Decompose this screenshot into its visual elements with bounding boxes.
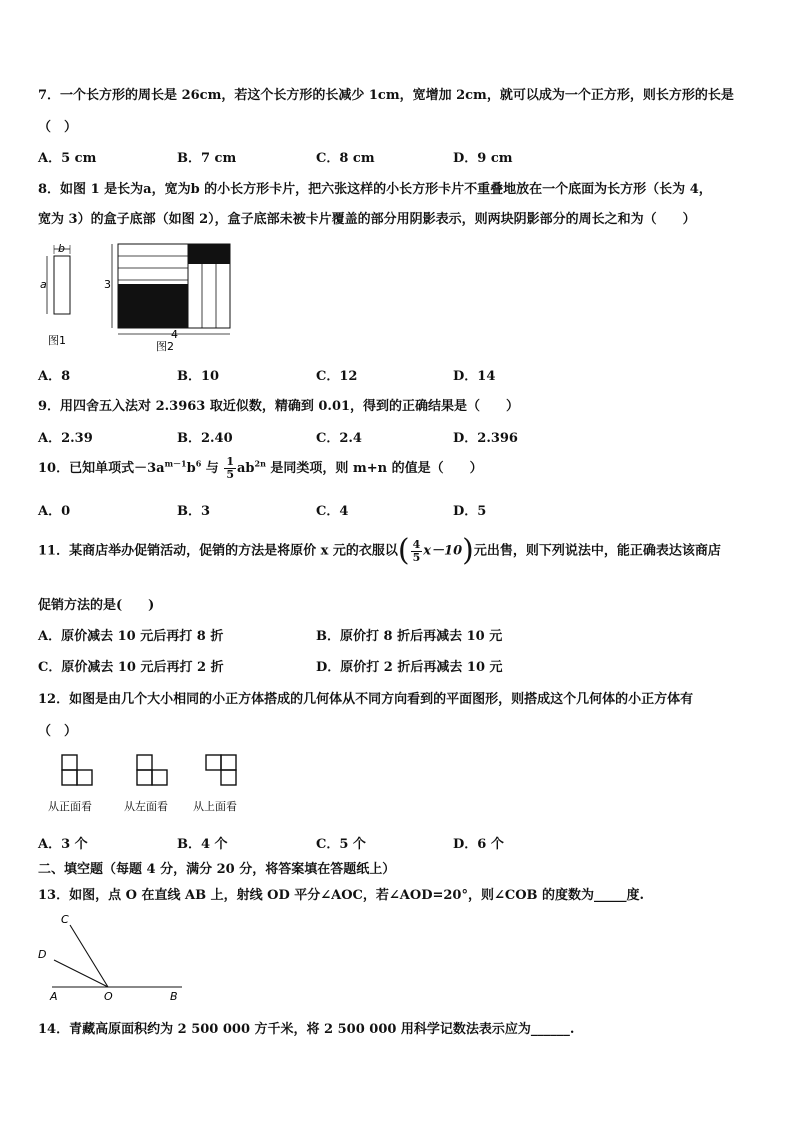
q7-option-c: C．8 cm <box>316 151 375 166</box>
q11-option-a: A．原价减去 10 元后再打 8 折 <box>38 629 224 644</box>
q12-left-label: 从左面看 <box>124 800 168 813</box>
q12-option-c: C．5 个 <box>316 837 366 852</box>
q11-right-paren: ) <box>462 533 474 568</box>
q12-views <box>40 748 260 820</box>
q10-option-b: B．3 <box>177 504 211 519</box>
q9-option-c: C．2.4 <box>316 431 362 446</box>
q11-prefix: 11．某商店举办促销活动，促销的方法是将原价 x 元的衣服以 <box>38 543 398 559</box>
q11-fraction <box>411 539 423 564</box>
q7-option-b: B．7 cm <box>177 151 237 166</box>
q10-fraction <box>224 456 236 481</box>
q10-ab: ab <box>236 461 255 476</box>
q7-option-a: A．5 cm <box>38 151 97 166</box>
q10-suffix: 是同类项，则 m+n 的值是（ ） <box>265 461 483 476</box>
q9-option-d: D．2.396 <box>453 431 518 446</box>
q13-figure <box>36 908 186 1004</box>
q11-frac-num: 4 <box>412 537 421 551</box>
q12-option-b: B．4 个 <box>177 837 228 852</box>
q10-frac-num: 1 <box>226 455 234 468</box>
q8-stem-line2: 宽为 3）的盒子底部（如图 2），盒子底部未被卡片覆盖的部分用阴影表示，则两块阴影部分的周长之和为（ ） <box>38 212 696 227</box>
q13-label-a: A <box>50 990 58 1003</box>
q13-label-o: O <box>104 990 113 1003</box>
q12-option-a: A．3 个 <box>38 837 88 852</box>
q12-left-view <box>137 755 167 785</box>
q7-stem: 7．一个长方形的周长是 26cm，若这个长方形的长减少 1cm，宽增加 2cm，就可以成为一个正方形，则长方形的长是 <box>38 88 734 103</box>
q8-stem-line1: 8．如图 1 是长为a，宽为b 的小长方形卡片，把六张这样的小长方形卡片不重叠地放在一个底面为长方形（长为 4， <box>38 182 712 197</box>
q13-stem: 13．如图，点 O 在直线 AB 上，射线 OD 平分∠AOC，若∠AOD=20°，则∠COB 的度数为_____度. <box>38 888 645 903</box>
q11-option-d: D．原价打 2 折后再减去 10 元 <box>316 660 503 675</box>
q10-b: b <box>186 461 196 476</box>
fig1-a-label: a <box>40 278 47 291</box>
q11-frac-den: 5 <box>412 550 421 564</box>
q14-stem: 14．青藏高原面积约为 2 500 000 方千米，将 2 500 000 用科学记数法表示应为______. <box>38 1022 575 1037</box>
q10-stem <box>38 456 483 481</box>
q7-option-d: D．9 cm <box>453 151 513 166</box>
q9-option-a: A．2.39 <box>38 431 93 446</box>
q7-paren: （ ） <box>38 120 78 135</box>
fig2-caption: 图2 <box>156 340 174 353</box>
q13-label-b: B <box>170 990 178 1003</box>
q8-figure-1 <box>40 242 70 347</box>
q8-option-b: B．10 <box>177 369 220 384</box>
q9-option-b: B．2.40 <box>177 431 233 446</box>
fig1-caption: 图1 <box>48 334 66 347</box>
fig1-b-label: b <box>58 242 65 255</box>
q8-figure-2 <box>104 244 230 353</box>
q12-top-view <box>206 755 236 785</box>
q10-prefix: 10．已知单项式－3a <box>38 461 165 476</box>
q12-option-d: D．6 个 <box>453 837 504 852</box>
fig2-width-label: 4 <box>171 328 178 341</box>
q10-option-d: D．5 <box>453 504 487 519</box>
q12-paren: （ ） <box>38 724 78 739</box>
q9-stem: 9．用四舍五入法对 2.3963 取近似数，精确到 0.01，得到的正确结果是（ ） <box>38 399 520 414</box>
q12-stem: 12．如图是由几个大小相同的小正方体搭成的几何体从不同方向看到的平面图形，则搭成这个几何体的小正方体有 <box>38 692 694 707</box>
q12-front-view <box>62 755 92 785</box>
section-title: 二、填空题（每题 4 分，满分 20 分，将答案填在答题纸上） <box>38 862 396 877</box>
q11-expr-tail: x－10 <box>423 543 463 559</box>
fig2-height-label: 3 <box>104 278 111 291</box>
q10-frac-den: 5 <box>226 468 234 481</box>
q11-suffix: 元出售，则下列说法中，能正确表达该商店 <box>473 543 721 559</box>
q11-left-paren: ( <box>397 533 410 568</box>
q13-label-c: C <box>61 913 69 926</box>
q11-stem <box>38 533 721 568</box>
q8-figures <box>38 240 248 356</box>
q11-option-b: B．原价打 8 折后再减去 10 元 <box>316 629 503 644</box>
q10-sup-1: m－1 <box>164 458 187 469</box>
q11-stem-line2: 促销方法的是( ) <box>38 598 155 613</box>
q10-sup-2: 6 <box>195 458 202 469</box>
q12-top-label: 从上面看 <box>193 800 237 813</box>
q10-option-c: C．4 <box>316 504 349 519</box>
q10-option-a: A．0 <box>38 504 71 519</box>
q10-sup-3: 2n <box>254 458 266 469</box>
q13-label-d: D <box>38 948 47 961</box>
q8-option-a: A．8 <box>38 369 71 384</box>
q11-option-c: C．原价减去 10 元后再打 2 折 <box>38 660 224 675</box>
q8-option-c: C．12 <box>316 369 358 384</box>
q8-option-d: D．14 <box>453 369 496 384</box>
q12-front-label: 从正面看 <box>48 800 92 813</box>
q10-and: 与 <box>201 461 219 476</box>
